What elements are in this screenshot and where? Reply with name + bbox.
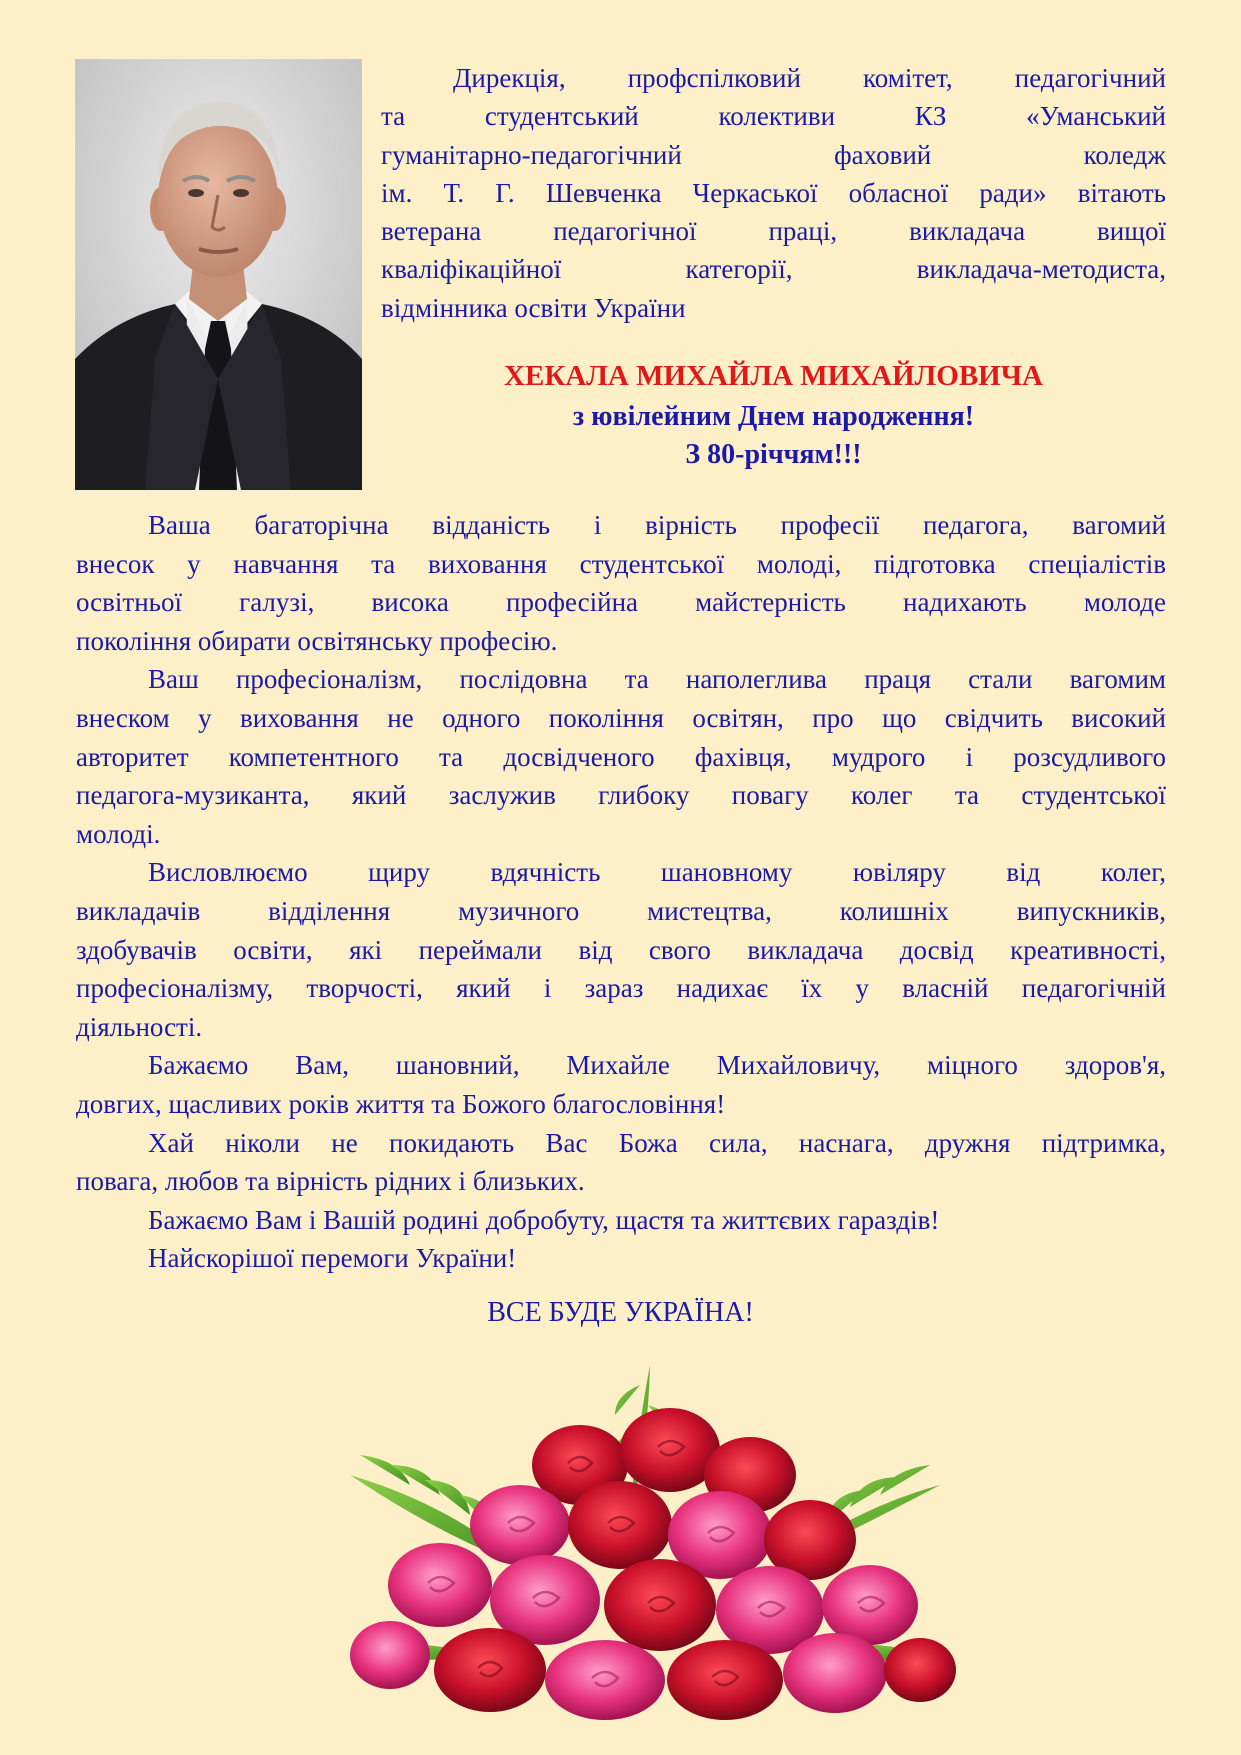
paragraph-7 bbox=[76, 1239, 1166, 1278]
paragraph-6 bbox=[76, 1201, 1166, 1240]
text-line: Ваша багаторічна відданість і вірність професії педагога, вагомий bbox=[148, 510, 1166, 540]
roses-bouquet bbox=[330, 1355, 970, 1725]
intro-line: кваліфікаційної категорії, викладача-методиста, bbox=[381, 254, 1166, 285]
text-line: внеском у виховання не одного покоління освітян, про що свідчить високий bbox=[76, 702, 1166, 733]
portrait-illustration bbox=[75, 59, 362, 490]
text-line: Найскорішої перемоги України! bbox=[148, 1243, 517, 1274]
text-line: викладачів відділення музичного мистецтва, колишніх випускників, bbox=[76, 895, 1166, 926]
text-line: Бажаємо Вам і Вашій родині добробуту, щастя та життєвих гараздів! bbox=[148, 1204, 940, 1235]
text-line: покоління обирати освітянську професію. bbox=[76, 625, 558, 656]
intro-line: Дирекція, профспілковий комітет, педагогічний bbox=[453, 63, 1166, 93]
paragraph-2 bbox=[76, 660, 1166, 853]
text-line: повага, любов та вірність рідних і близьких. bbox=[76, 1166, 585, 1197]
text-line: педагога-музиканта, який заслужив глибоку повагу колег та студентської bbox=[76, 780, 1166, 811]
rose-cluster bbox=[350, 1408, 956, 1720]
intro-line: гуманітарно-педагогічний фаховий коледж bbox=[381, 139, 1166, 170]
age-line: З 80-річчям!!! bbox=[685, 439, 862, 470]
occasion-line: з ювілейним Днем народження! bbox=[572, 401, 975, 432]
intro-paragraph bbox=[381, 59, 1166, 327]
intro-line: відмінника освіти України bbox=[381, 292, 686, 323]
paragraph-4 bbox=[76, 1046, 1166, 1123]
text-line: здобувачів освіти, які переймали від свого викладача досвід креативності, bbox=[76, 934, 1166, 965]
paragraph-5 bbox=[76, 1124, 1166, 1201]
intro-line: ветерана педагогічної праці, викладача вищої bbox=[381, 216, 1166, 247]
roses-illustration bbox=[330, 1355, 970, 1725]
text-line: внесок у навчання та виховання студентської молоді, підготовка спеціалістів bbox=[76, 548, 1166, 579]
text-line: авторитет компетентного та досвідченого фахівця, мудрого і розсудливого bbox=[76, 741, 1166, 772]
text-line: діяльності. bbox=[76, 1011, 203, 1042]
text-line: освітньої галузі, висока професійна майстерність надихають молоде bbox=[76, 587, 1166, 618]
honoree-name: ХЕКАЛА МИХАЙЛА МИХАЙЛОВИЧА bbox=[504, 360, 1043, 392]
closing-slogan: ВСЕ БУДЕ УКРАЇНА! bbox=[487, 1297, 754, 1328]
text-line: професіоналізму, творчості, який і зараз надихає їх у власній педагогічній bbox=[76, 973, 1166, 1004]
paragraph-1 bbox=[76, 506, 1166, 660]
text-line: довгих, щасливих років життя та Божого благословіння! bbox=[76, 1088, 726, 1119]
text-line: Ваш професіоналізм, послідовна та наполеглива праця стали вагомим bbox=[148, 664, 1166, 695]
greeting-body bbox=[76, 506, 1166, 1278]
text-line: Хай ніколи не покидають Вас Божа сила, наснага, дружня підтримка, bbox=[148, 1127, 1166, 1158]
intro-line: та студентський колективи КЗ «Уманський bbox=[381, 101, 1166, 132]
text-line: Бажаємо Вам, шановний, Михайле Михайловичу, міцного здоров'я, bbox=[148, 1050, 1166, 1081]
portrait-photo bbox=[75, 59, 362, 490]
intro-line: ім. Т. Г. Шевченка Черкаської обласної ради» вітають bbox=[381, 177, 1166, 208]
text-line: Висловлюємо щиру вдячність шановному ювіляру від колег, bbox=[148, 857, 1166, 888]
paragraph-3 bbox=[76, 853, 1166, 1046]
text-line: молоді. bbox=[76, 818, 161, 849]
